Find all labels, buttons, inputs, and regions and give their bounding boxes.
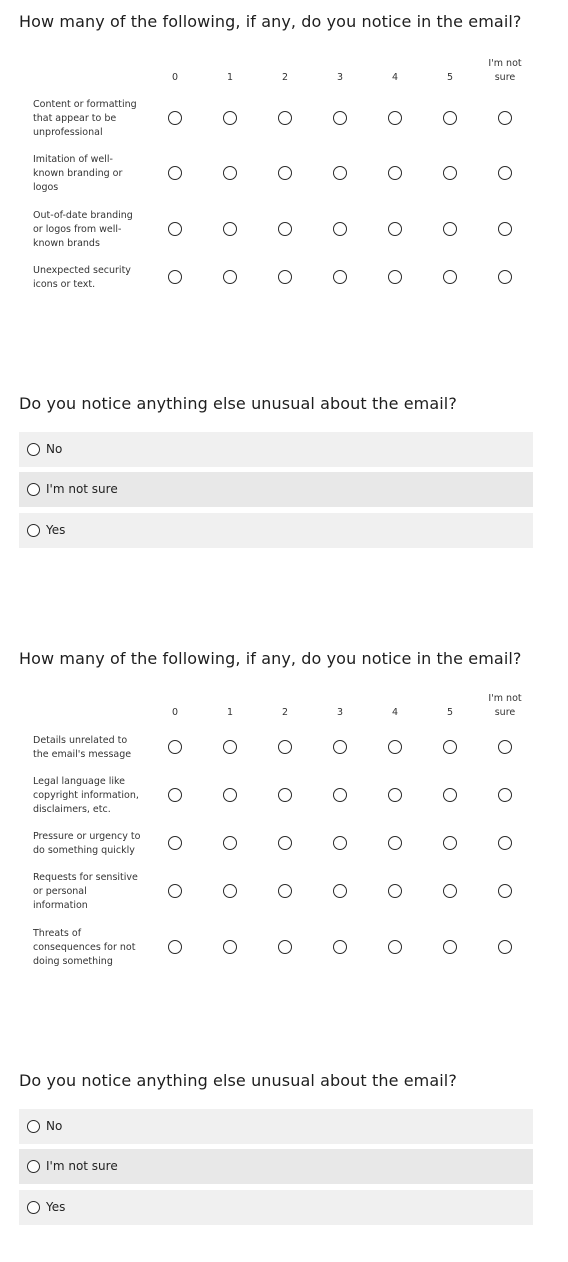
choice-option-yes[interactable] <box>19 1190 533 1225</box>
radio-button-1[interactable] <box>223 222 237 236</box>
choice-label: No <box>46 1119 63 1133</box>
radio-button-3[interactable] <box>333 166 347 180</box>
column-header-5: 5 <box>446 72 454 83</box>
radio-button-4[interactable] <box>388 836 402 850</box>
column-header-2: 2 <box>281 707 289 718</box>
choice-label: I'm not sure <box>46 482 118 496</box>
radio-button[interactable] <box>27 1201 40 1214</box>
radio-button-5[interactable] <box>443 940 457 954</box>
radio-button[interactable] <box>27 443 40 456</box>
radio-button-5[interactable] <box>443 884 457 898</box>
column-header-3: 3 <box>336 707 344 718</box>
choice-option-no[interactable] <box>19 1109 533 1144</box>
radio-button-1[interactable] <box>223 884 237 898</box>
radio-button-1[interactable] <box>223 836 237 850</box>
choice-label: Yes <box>46 523 66 537</box>
radio-button-1[interactable] <box>223 166 237 180</box>
radio-button-2[interactable] <box>278 111 292 125</box>
radio-button-4[interactable] <box>388 884 402 898</box>
radio-button-5[interactable] <box>443 836 457 850</box>
radio-button-0[interactable] <box>168 884 182 898</box>
question-title: How many of the following, if any, do you notice in the email? <box>19 649 522 668</box>
radio-button-not-sure[interactable] <box>498 270 512 284</box>
radio-button-not-sure[interactable] <box>498 166 512 180</box>
radio-button-2[interactable] <box>278 740 292 754</box>
radio-button-not-sure[interactable] <box>498 836 512 850</box>
radio-button-not-sure[interactable] <box>498 111 512 125</box>
radio-button-4[interactable] <box>388 222 402 236</box>
radio-button-1[interactable] <box>223 940 237 954</box>
column-header-0: 0 <box>171 707 179 718</box>
radio-button-3[interactable] <box>333 940 347 954</box>
row-label: Imitation of well-known branding or logos <box>33 154 123 193</box>
column-header-not-sure: I'm not sure <box>488 693 522 718</box>
radio-button[interactable] <box>27 483 40 496</box>
radio-button-1[interactable] <box>223 788 237 802</box>
radio-button-5[interactable] <box>443 111 457 125</box>
radio-button-not-sure[interactable] <box>498 940 512 954</box>
column-header-3: 3 <box>336 72 344 83</box>
radio-button-3[interactable] <box>333 222 347 236</box>
radio-button-2[interactable] <box>278 222 292 236</box>
row-label: Content or formatting that appear to be unprofessional <box>33 99 137 138</box>
radio-button-0[interactable] <box>168 740 182 754</box>
radio-button-3[interactable] <box>333 270 347 284</box>
row-label: Pressure or urgency to do something quickly <box>33 831 141 856</box>
radio-button-0[interactable] <box>168 166 182 180</box>
radio-button-4[interactable] <box>388 740 402 754</box>
radio-button-3[interactable] <box>333 836 347 850</box>
radio-button-2[interactable] <box>278 788 292 802</box>
column-header-1: 1 <box>226 707 234 718</box>
radio-button-5[interactable] <box>443 740 457 754</box>
choice-option-no[interactable] <box>19 432 533 467</box>
radio-button-1[interactable] <box>223 111 237 125</box>
question-title: Do you notice anything else unusual about the email? <box>19 394 457 413</box>
radio-button-5[interactable] <box>443 788 457 802</box>
radio-button-4[interactable] <box>388 788 402 802</box>
column-header-0: 0 <box>171 72 179 83</box>
column-header-1: 1 <box>226 72 234 83</box>
column-header-2: 2 <box>281 72 289 83</box>
column-header-not-sure: I'm not sure <box>488 58 522 83</box>
radio-button-2[interactable] <box>278 884 292 898</box>
row-label: Threats of consequences for not doing something <box>33 928 136 967</box>
radio-button-2[interactable] <box>278 940 292 954</box>
radio-button-3[interactable] <box>333 788 347 802</box>
choice-label: I'm not sure <box>46 1159 118 1173</box>
radio-button-5[interactable] <box>443 166 457 180</box>
radio-button-2[interactable] <box>278 836 292 850</box>
radio-button-3[interactable] <box>333 740 347 754</box>
radio-button-0[interactable] <box>168 111 182 125</box>
radio-button-4[interactable] <box>388 111 402 125</box>
choice-label: No <box>46 442 63 456</box>
radio-button-4[interactable] <box>388 940 402 954</box>
row-label: Details unrelated to the email's message <box>33 735 132 760</box>
radio-button-2[interactable] <box>278 270 292 284</box>
choice-option-yes[interactable] <box>19 513 533 548</box>
row-label: Legal language like copyright information, disclaimers, etc. <box>33 776 139 815</box>
radio-button-5[interactable] <box>443 222 457 236</box>
radio-button-5[interactable] <box>443 270 457 284</box>
row-label: Requests for sensitive or personal information <box>33 872 138 911</box>
column-header-5: 5 <box>446 707 454 718</box>
radio-button-not-sure[interactable] <box>498 740 512 754</box>
radio-button-not-sure[interactable] <box>498 222 512 236</box>
radio-button-2[interactable] <box>278 166 292 180</box>
radio-button-not-sure[interactable] <box>498 884 512 898</box>
choice-option-not-sure[interactable] <box>19 472 533 507</box>
radio-button-not-sure[interactable] <box>498 788 512 802</box>
radio-button[interactable] <box>27 1120 40 1133</box>
row-label: Out-of-date branding or logos from well-known brands <box>33 210 133 249</box>
radio-button-4[interactable] <box>388 166 402 180</box>
row-label: Unexpected security icons or text. <box>33 265 131 290</box>
choice-option-not-sure[interactable] <box>19 1149 533 1184</box>
column-header-4: 4 <box>391 72 399 83</box>
radio-button[interactable] <box>27 524 40 537</box>
radio-button-0[interactable] <box>168 222 182 236</box>
radio-button-0[interactable] <box>168 270 182 284</box>
choice-label: Yes <box>46 1200 66 1214</box>
radio-button-0[interactable] <box>168 940 182 954</box>
radio-button-0[interactable] <box>168 788 182 802</box>
radio-button-4[interactable] <box>388 270 402 284</box>
radio-button-1[interactable] <box>223 270 237 284</box>
radio-button-3[interactable] <box>333 111 347 125</box>
radio-button-0[interactable] <box>168 836 182 850</box>
question-title: Do you notice anything else unusual about the email? <box>19 1071 457 1090</box>
question-title: How many of the following, if any, do you notice in the email? <box>19 12 522 31</box>
radio-button-3[interactable] <box>333 884 347 898</box>
radio-button-1[interactable] <box>223 740 237 754</box>
column-header-4: 4 <box>391 707 399 718</box>
radio-button[interactable] <box>27 1160 40 1173</box>
